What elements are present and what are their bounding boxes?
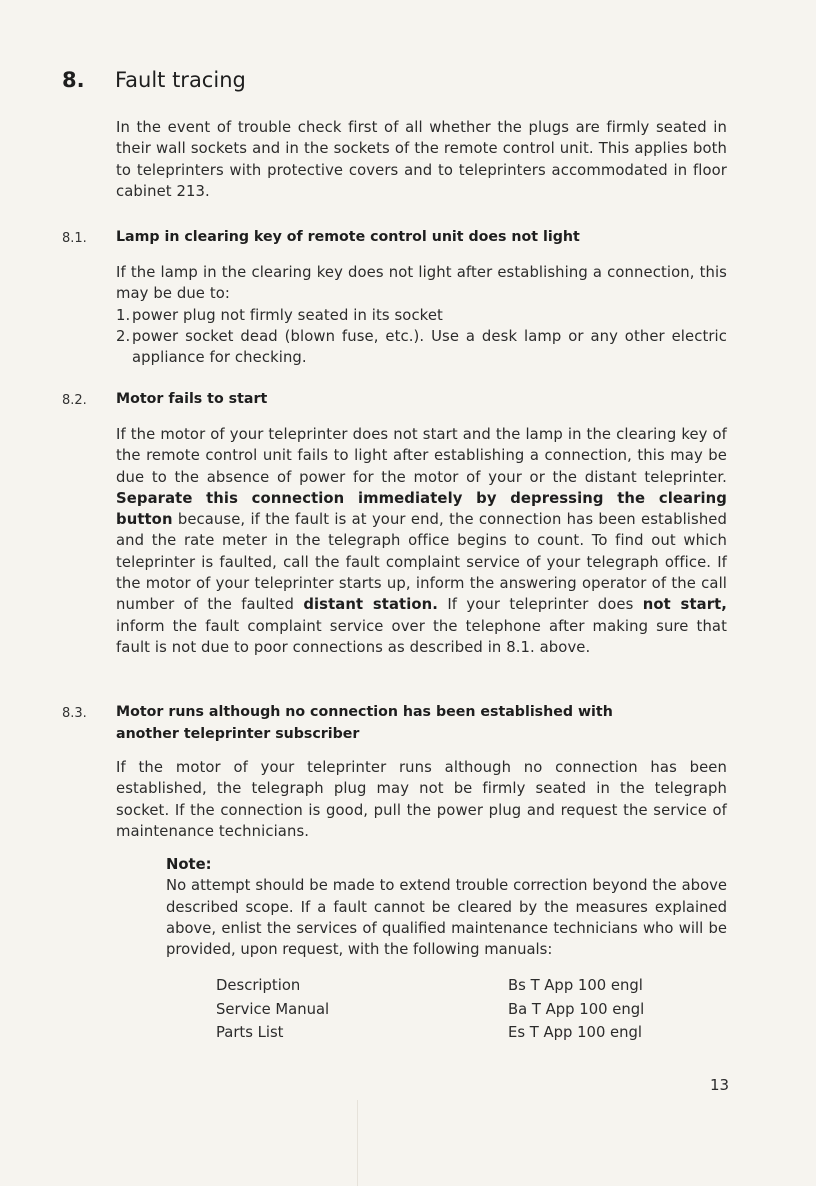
- section-8-1-body: [116, 262, 727, 368]
- section-8-2-emphasis-1: Separate this connection immediately by depressing the clearing button: [116, 489, 727, 529]
- list-item-text: power socket dead (blown fuse, etc.). Use a desk lamp or any other electric appliance for checking.: [132, 327, 727, 367]
- chapter-title: Fault tracing: [115, 68, 246, 92]
- list-item: [116, 305, 727, 326]
- section-8-3-number: 8.3.: [62, 706, 87, 721]
- section-8-2-body: [116, 424, 727, 658]
- section-8-2-text-2: because, if the fault is at your end, the connection has been established and the rate meter in the telegraph office begins to count. To find out which teleprinter is faulted, call the fault complaint service of your telegraph office. If the motor of your teleprinter starts up, inform the answering operator of the call number of the faulted: [116, 511, 727, 614]
- section-8-3-body: If the motor of your teleprinter runs although no connection has been established, the telegraph plug may not be firmly seated in the telegraph socket. If the connection is good, pull the power plug and request the service of maintenance technicians.: [116, 759, 727, 840]
- note-block: [166, 854, 727, 960]
- manual-row: [216, 1021, 676, 1045]
- section-8-3-heading: Motor runs although no connection has been established with another teleprinter subscriber: [116, 704, 613, 742]
- section-8-2-emphasis-3: not start,: [642, 596, 727, 614]
- section-8-2-text-1: If the motor of your teleprinter does not start and the lamp in the clearing key of the remote control unit fails to light after establishing a connection, this may be due to the absence of power for the motor of your or the distant teleprinter.: [116, 426, 727, 486]
- intro-paragraph: In the event of trouble check first of all whether the plugs are firmly seated in their wall sockets and in the sockets of the remote control unit. This applies both to teleprinters with protective covers and to teleprinters accommodated in floor cabinet 213.: [116, 119, 727, 200]
- page-number: 13: [710, 1076, 730, 1094]
- list-item-number: 1.: [116, 306, 131, 324]
- note-text: No attempt should be made to extend trouble correction beyond the above described scope. If a fault cannot be cleared by the measures explained above, enlist the services of qualified maintenance technicians who will be provided, upon request, with the following manuals:: [166, 877, 727, 959]
- manual-name: Service Manual: [216, 1000, 330, 1018]
- list-item-number: 2.: [116, 327, 131, 345]
- manual-code: Ba T App 100 engl: [508, 1000, 645, 1018]
- section-8-2-heading: Motor fails to start: [116, 391, 268, 407]
- paper-fold-line: [357, 1100, 358, 1186]
- manual-code: Es T App 100 engl: [508, 1024, 643, 1041]
- section-8-2-emphasis-2: distant station.: [303, 596, 439, 614]
- section-8-2-text-4: inform the fault complaint service over the telephone after making sure that fault is not due to poor connections as described in 8.1. above.: [116, 617, 727, 656]
- manual-code: Bs T App 100 engl: [508, 977, 643, 994]
- manual-row: [216, 974, 676, 998]
- section-8-1-number: 8.1.: [62, 231, 87, 246]
- note-label: Note:: [166, 856, 212, 873]
- section-8-2-number: 8.2.: [62, 393, 87, 408]
- section-8-1-heading: Lamp in clearing key of remote control unit does not light: [116, 229, 580, 245]
- list-item: [116, 326, 727, 369]
- section-8-1-text: If the lamp in the clearing key does not light after establishing a connection, this may be due to:: [116, 264, 727, 303]
- manual-name: Description: [216, 977, 301, 994]
- manual-name: Parts List: [216, 1024, 284, 1041]
- chapter-number: 8.: [62, 68, 85, 92]
- section-8-2-text-3: If your teleprinter does: [447, 596, 634, 614]
- list-item-text: power plug not firmly seated in its socket: [132, 306, 443, 324]
- manuals-list: [216, 974, 676, 1045]
- manual-row: [216, 998, 676, 1022]
